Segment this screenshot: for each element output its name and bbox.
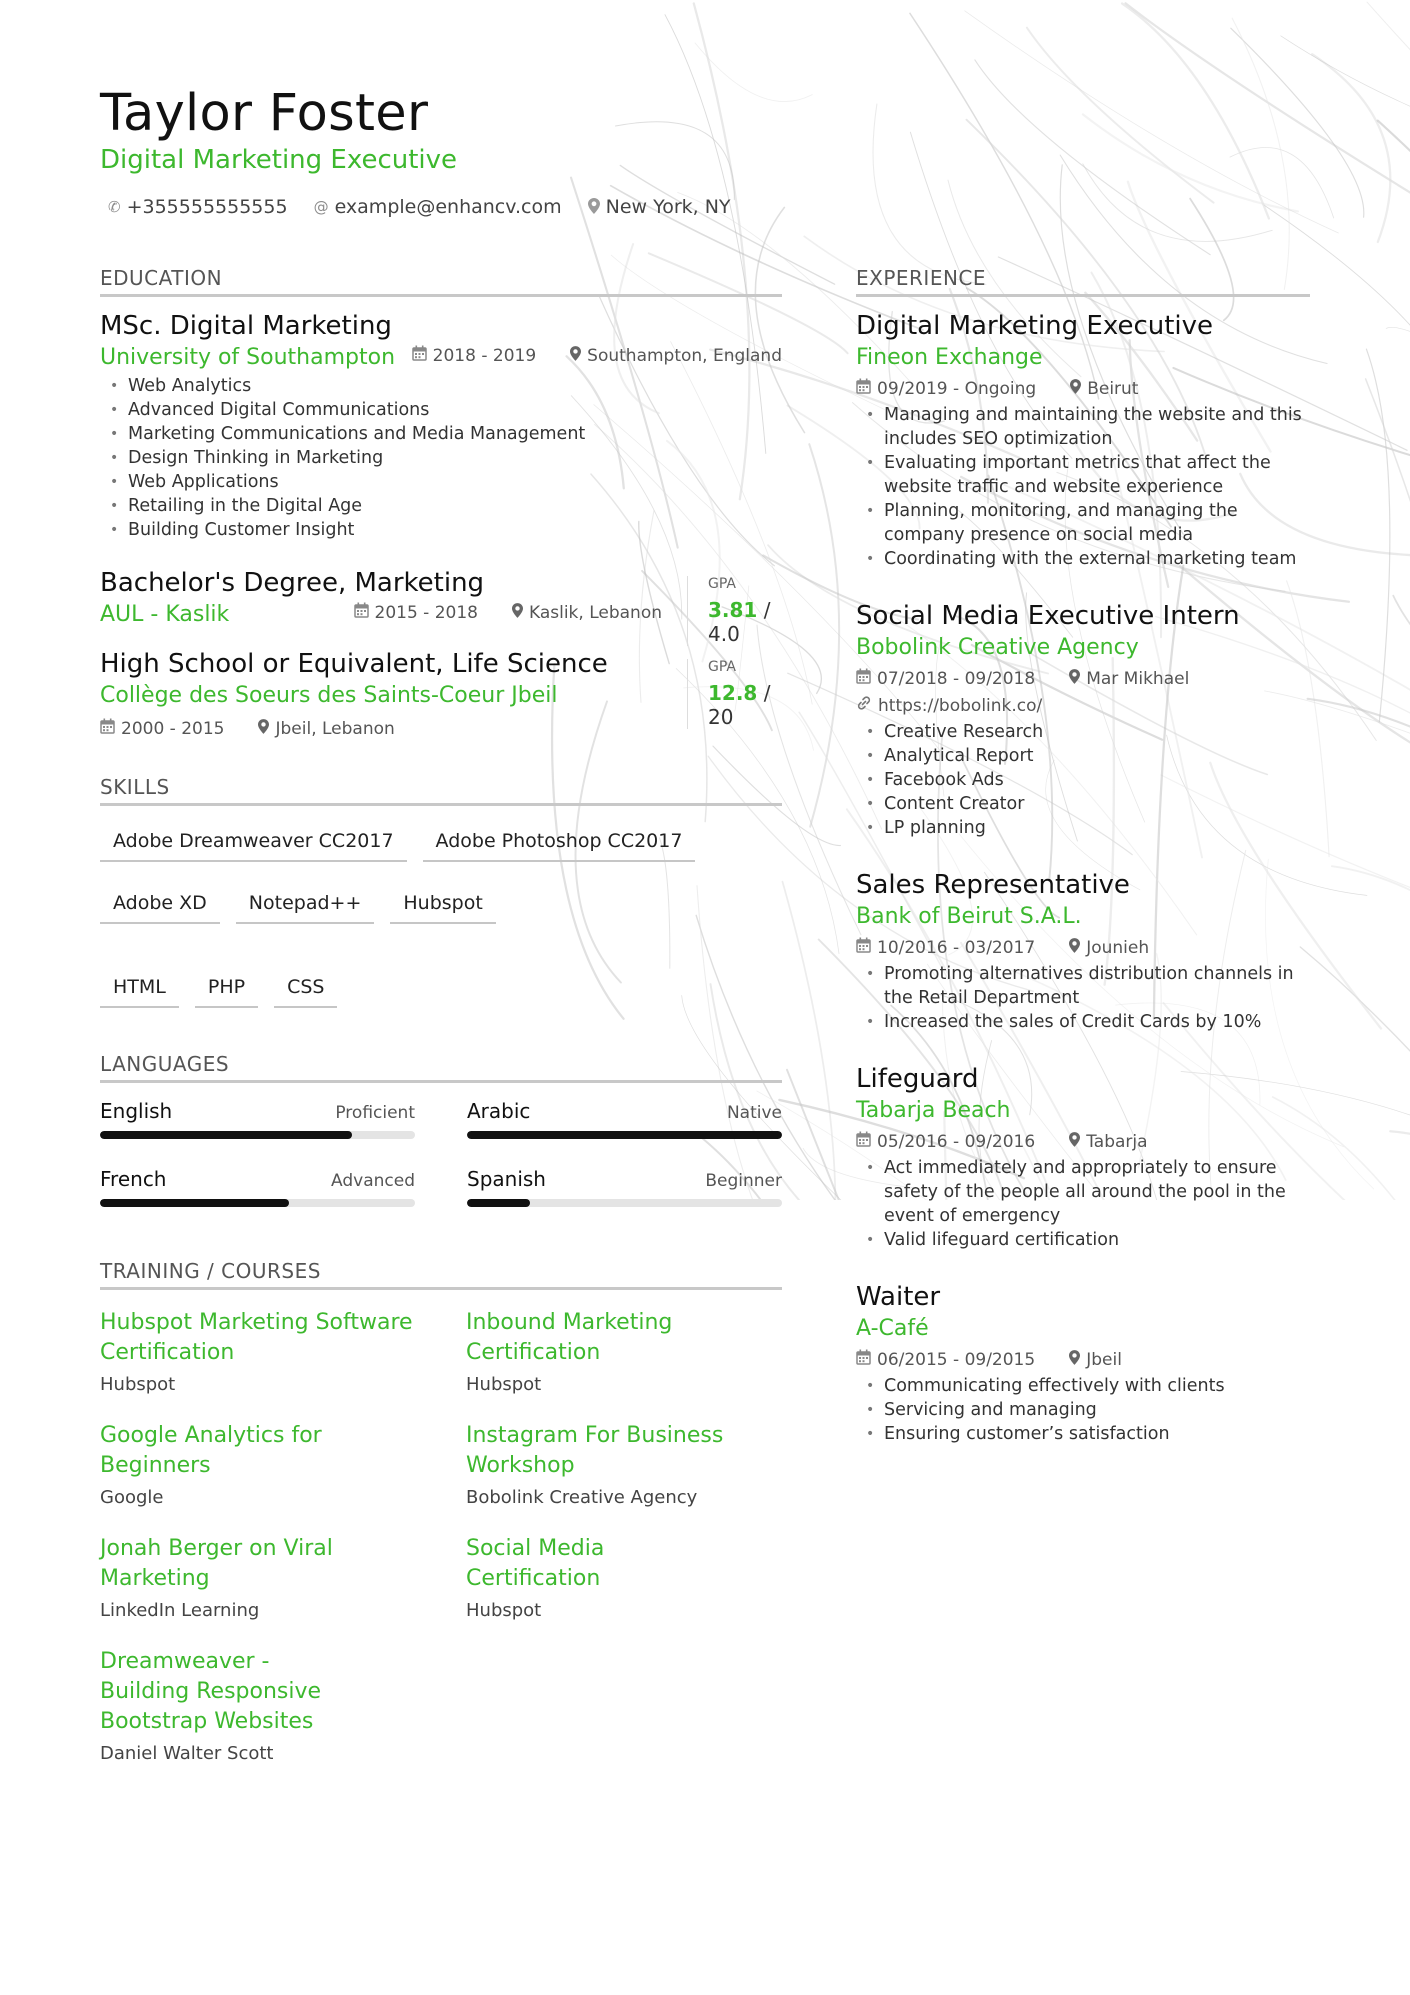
course-item: • Web Applications: [100, 470, 782, 494]
experience.items.4-meta: [856, 1349, 1310, 1370]
proficiency-fill: [467, 1131, 782, 1139]
language-level: Beginner: [705, 1171, 782, 1191]
language-name: Spanish: [467, 1167, 546, 1191]
right-column: [856, 266, 1310, 1446]
responsibility-item: • Increased the sales of Credit Cards by 10%: [856, 1010, 1310, 1034]
gpa-separator: /: [757, 681, 771, 705]
proficiency-fill: [100, 1131, 352, 1139]
education-subrow: [100, 598, 662, 627]
language-header: [467, 1167, 782, 1191]
responsibility-item: • Valid lifeguard certification: [856, 1228, 1310, 1252]
responsibility-item: • Ensuring customer’s satisfaction: [856, 1422, 1310, 1446]
course-item: • Web Analytics: [100, 374, 782, 398]
course-item: • Advanced Digital Communications: [100, 398, 782, 422]
responsibility-list: [856, 403, 1310, 571]
education-list: [100, 311, 782, 739]
phone-icon: ✆: [108, 197, 121, 216]
skill-tag: Hubspot: [390, 892, 495, 924]
gpa-label: GPA: [708, 576, 736, 592]
language-header: [100, 1099, 415, 1123]
institution-name: AUL - Kaslik: [100, 602, 230, 627]
job-role: Sales Representative: [856, 870, 1130, 900]
responsibility-item: • Creative Research: [856, 720, 1310, 744]
experience.items.0-meta: [856, 378, 1310, 399]
gpa-max: 20: [708, 705, 734, 729]
course-title[interactable]: Social Media Certification: [466, 1536, 605, 1591]
course-item: • Marketing Communications and Media Management: [100, 422, 782, 446]
experience-entry: [856, 311, 1310, 571]
languages-heading: LANGUAGES: [100, 1052, 782, 1083]
skill-tag: Adobe Photoshop CC2017: [423, 830, 696, 862]
training-heading: TRAINING / COURSES: [100, 1259, 782, 1290]
experience.items.3-meta: [856, 1131, 1310, 1152]
calendar-icon: [100, 718, 115, 739]
experience.items.3-dates: 05/2016 - 09/2016: [877, 1131, 1036, 1152]
link-url[interactable]: https://bobolink.co/: [878, 695, 1043, 716]
course-item: • Building Customer Insight: [100, 518, 782, 542]
responsibility-item: • Servicing and managing: [856, 1398, 1310, 1422]
location-pin-icon: [1069, 669, 1080, 689]
responsibility-item: • Analytical Report: [856, 744, 1310, 768]
course-title[interactable]: Instagram For Business Workshop: [466, 1423, 724, 1478]
experience.items.1-location: Mar Mikhael: [1086, 668, 1190, 689]
experience.items.4-location: Jbeil: [1086, 1349, 1122, 1370]
skill-tag: Adobe Dreamweaver CC2017: [100, 830, 407, 862]
company-name: Fineon Exchange: [856, 345, 1043, 370]
responsibility-list: [856, 1374, 1310, 1446]
education-entry: [100, 568, 782, 646]
course-title[interactable]: Inbound Marketing Certification: [466, 1310, 673, 1365]
language-level: Proficient: [335, 1103, 415, 1123]
responsibility-item: • Managing and maintaining the website and this includes SEO optimization: [856, 403, 1310, 451]
education-entry: [100, 311, 782, 542]
experience-entry: [856, 601, 1310, 840]
responsibility-item: • Coordinating with the external marketing team: [856, 547, 1310, 571]
course-provider: Hubspot: [100, 1374, 176, 1395]
calendar-icon: [412, 345, 427, 366]
skills-heading: SKILLS: [100, 775, 782, 806]
course-provider: Google: [100, 1487, 164, 1508]
language-level: Native: [726, 1103, 782, 1123]
job-role: Social Media Executive Intern: [856, 601, 1240, 631]
job-role: Digital Marketing Executive: [856, 311, 1214, 341]
degree-title: Bachelor's Degree, Marketing: [100, 568, 485, 598]
calendar-icon: [354, 602, 369, 623]
experience-entry: [856, 870, 1310, 1034]
at-icon: @: [313, 197, 329, 216]
responsibility-item: • Content Creator: [856, 792, 1310, 816]
location-pin-icon: [1069, 938, 1080, 958]
experience.items.2-meta: [856, 937, 1310, 958]
company-name: Tabarja Beach: [856, 1098, 1011, 1123]
experience.items.1-meta: [856, 668, 1310, 689]
experience.items.3-location: Tabarja: [1086, 1131, 1148, 1152]
job-role: Lifeguard: [856, 1064, 979, 1094]
experience.items.0-dates: 09/2019 - Ongoing: [877, 378, 1037, 399]
degree-title: High School or Equivalent, Life Science: [100, 649, 608, 679]
proficiency-bar: [467, 1199, 782, 1207]
location-text: New York, NY: [605, 196, 731, 218]
education-heading: EDUCATION: [100, 266, 782, 297]
responsibility-item: • Act immediately and appropriately to ensure safety of the people all around the pool in the event of emergency: [856, 1156, 1310, 1228]
gpa-value: [708, 598, 782, 646]
location-pin-icon: [570, 346, 581, 366]
gpa-label: GPA: [708, 659, 736, 675]
skill-tag: Notepad++: [236, 892, 375, 924]
calendar-icon: [856, 937, 871, 958]
gpa-block: [687, 659, 782, 729]
education-subrow: [100, 341, 782, 370]
calendar-icon: [856, 378, 871, 399]
skill-tag: CSS: [274, 976, 337, 1008]
job-role: Waiter: [856, 1282, 941, 1312]
experience-entry: [856, 1064, 1310, 1252]
course-entry: [100, 1308, 466, 1395]
education.items.1-dates: 2015 - 2018: [374, 602, 478, 623]
company-name: Bank of Beirut S.A.L.: [856, 904, 1082, 929]
email-text: example@enhancv.com: [334, 196, 562, 218]
location-pin-icon: [512, 603, 523, 623]
gpa-max: 4.0: [708, 622, 740, 646]
phone-text: +355555555555: [126, 196, 288, 218]
proficiency-bar: [467, 1131, 782, 1139]
course-entry: [466, 1534, 782, 1621]
calendar-icon: [856, 668, 871, 689]
course-provider: Bobolink Creative Agency: [466, 1487, 698, 1508]
skill-row: [100, 830, 782, 862]
course-entry: [100, 1421, 466, 1508]
course-entry: [100, 1534, 466, 1621]
education.items.2-location: Jbeil, Lebanon: [275, 718, 395, 739]
gpa-block: [687, 576, 782, 646]
responsibility-list: [856, 1156, 1310, 1252]
gpa-score: 12.8: [708, 681, 758, 705]
course-title[interactable]: Jonah Berger on Viral Marketing: [100, 1536, 333, 1591]
language-entry: [467, 1099, 782, 1139]
responsibility-item: • Communicating effectively with clients: [856, 1374, 1310, 1398]
left-column: [100, 266, 782, 1764]
training-list: [100, 1308, 782, 1764]
course-item: • Design Thinking in Marketing: [100, 446, 782, 470]
responsibility-item: • Promoting alternatives distribution channels in the Retail Department: [856, 962, 1310, 1010]
institution-name: Collège des Soeurs des Saints-Coeur Jbeil: [100, 683, 558, 708]
proficiency-fill: [100, 1199, 289, 1207]
course-entry: [466, 1421, 782, 1508]
language-name: Arabic: [467, 1099, 531, 1123]
experience.items.0-location: Beirut: [1087, 378, 1139, 399]
language-header: [467, 1099, 782, 1123]
proficiency-bar: [100, 1131, 415, 1139]
candidate-title: Digital Marketing Executive: [100, 145, 458, 175]
calendar-icon: [856, 1349, 871, 1370]
skill-row: [100, 976, 782, 1008]
languages-list: [100, 1099, 782, 1207]
education.items.1-location: Kaslik, Lebanon: [528, 602, 662, 623]
contact-location: [588, 196, 731, 218]
language-entry: [100, 1167, 415, 1207]
location-pin-icon: [588, 198, 600, 217]
experience.items.2-location: Jounieh: [1086, 937, 1150, 958]
course-list: [100, 374, 782, 542]
experience.items.4-dates: 06/2015 - 09/2015: [877, 1349, 1036, 1370]
course-title[interactable]: Hubspot Marketing Software Certification: [100, 1310, 413, 1365]
language-level: Advanced: [331, 1171, 415, 1191]
responsibility-item: • Facebook Ads: [856, 768, 1310, 792]
institution-name: University of Southampton: [100, 345, 396, 370]
education.items.0-location: Southampton, England: [587, 345, 782, 366]
candidate-name: Taylor Foster: [100, 84, 429, 143]
proficiency-fill: [467, 1199, 530, 1207]
degree-title: MSc. Digital Marketing: [100, 311, 392, 341]
gpa-score: 3.81: [708, 598, 758, 622]
experience.items.1-dates: 07/2018 - 09/2018: [877, 668, 1036, 689]
experience-heading: EXPERIENCE: [856, 266, 1310, 297]
language-name: English: [100, 1099, 173, 1123]
experience.items.2-dates: 10/2016 - 03/2017: [877, 937, 1036, 958]
education.items.0-dates: 2018 - 2019: [432, 345, 537, 366]
course-provider: Hubspot: [466, 1374, 542, 1395]
company-link[interactable]: [856, 695, 1310, 716]
calendar-icon: [856, 1131, 871, 1152]
skill-row: [100, 892, 782, 924]
link-icon: [856, 695, 872, 716]
responsibility-item: • Planning, monitoring, and managing the company presence on social media: [856, 499, 1310, 547]
language-entry: [467, 1167, 782, 1207]
company-name: A-Café: [856, 1316, 929, 1341]
gpa-value: [708, 681, 782, 729]
education.items.1-meta: [354, 602, 663, 623]
responsibility-list: [856, 720, 1310, 840]
contact-phone[interactable]: [108, 196, 288, 218]
language-header: [100, 1167, 415, 1191]
education.items.2-dates: 2000 - 2015: [121, 718, 225, 739]
location-pin-icon: [1069, 1350, 1080, 1370]
course-entry: [100, 1647, 466, 1764]
responsibility-item: • Evaluating important metrics that affect the website traffic and website experience: [856, 451, 1310, 499]
experience-entry: [856, 1282, 1310, 1446]
course-entry: [466, 1308, 782, 1395]
contact-email[interactable]: [314, 196, 562, 218]
education.items.2-meta: [100, 718, 782, 739]
education-entry: [100, 649, 782, 739]
responsibility-item: • LP planning: [856, 816, 1310, 840]
responsibility-list: [856, 962, 1310, 1034]
skills-list: [100, 830, 782, 1008]
language-name: French: [100, 1167, 167, 1191]
experience-list: [856, 311, 1310, 1446]
course-provider: Daniel Walter Scott: [100, 1743, 274, 1764]
course-provider: LinkedIn Learning: [100, 1600, 260, 1621]
skill-tag: PHP: [195, 976, 258, 1008]
contact-info: [108, 196, 731, 218]
language-entry: [100, 1099, 415, 1139]
course-title[interactable]: Google Analytics for Beginners: [100, 1423, 322, 1478]
proficiency-bar: [100, 1199, 415, 1207]
location-pin-icon: [1069, 1132, 1080, 1152]
location-pin-icon: [258, 719, 269, 739]
gpa-separator: /: [757, 598, 771, 622]
company-name: Bobolink Creative Agency: [856, 635, 1139, 660]
education.items.0-meta: [412, 345, 782, 366]
location-pin-icon: [1070, 379, 1081, 399]
skill-tag: HTML: [100, 976, 179, 1008]
course-item: • Retailing in the Digital Age: [100, 494, 782, 518]
course-provider: Hubspot: [466, 1600, 542, 1621]
course-title[interactable]: Dreamweaver - Building Responsive Bootstrap Websites: [100, 1649, 322, 1734]
skill-tag: Adobe XD: [100, 892, 220, 924]
